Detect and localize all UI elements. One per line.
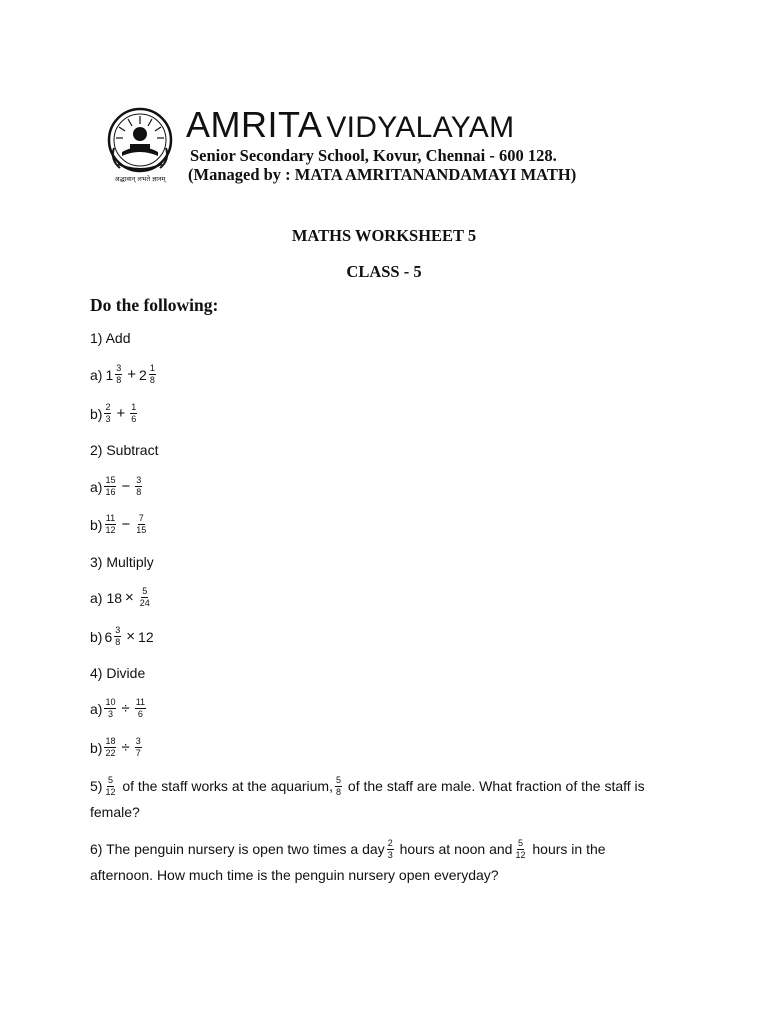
fraction: $\frac{5}{8}$ [336,774,342,797]
logo-motto: अद्धावान् लभते ज्ञानम् [114,175,166,183]
item-label: a) [90,366,103,383]
fraction: $\frac{11}{6}$ [135,697,146,719]
q6-text: hours in the afternoon. How much time is the penguin nursery open everyday? [90,841,606,883]
worksheet-title: MATHS WORKSHEET 5 [291,226,477,245]
whole-number: 18 [106,589,123,606]
class-label: CLASS - 5 [346,262,422,281]
q5-text: of the staff are male. What fraction of the staff is female? [90,778,645,820]
fraction: $\frac{5}{12}$ [105,774,116,797]
school-logo [100,104,180,186]
plus-operator: + [116,405,126,422]
whole-number: 12 [138,628,154,645]
q3b [90,626,154,647]
school-address: Senior Secondary School, Kovur, Chennai - 600 128. [190,146,557,165]
managed-by: (Managed by : MATA AMRITANANDAMAYI MATH) [188,165,577,184]
minus-operator: − [121,516,131,533]
fraction: $\frac{15}{16}$ [105,475,116,497]
q2a [90,476,144,497]
plus-operator: + [127,366,137,383]
fraction: $\frac{2}{3}$ [105,402,111,424]
item-label: b) [90,628,103,645]
item-label: a) [90,700,103,717]
fraction: $\frac{7}{15}$ [136,513,147,535]
q6-text: hours at noon and [399,841,513,857]
brand-amrita: AMRITA [186,104,323,145]
fraction: $\frac{3}{7}$ [135,736,141,758]
fraction: $\frac{3}{8}$ [136,475,142,497]
q1-heading: 1) Add [90,330,131,346]
q2-heading: 2) Subtract [90,442,159,458]
fraction: $\frac{5}{12}$ [515,837,526,860]
fraction: $\frac{11}{12}$ [105,513,116,535]
fraction: $\frac{3}{8}$ [115,625,121,647]
fraction: $\frac{3}{8}$ [116,363,122,385]
fraction: $\frac{1}{6}$ [131,402,137,424]
whole-number: 6 [104,628,113,645]
item-label: b) [90,739,103,756]
q6-text: 6) The penguin nursery is open two times a day [90,841,385,857]
times-operator: × [126,628,136,645]
q5-text: of the staff works at the aquarium, [122,778,333,794]
divide-operator: ÷ [121,700,130,717]
fraction: $\frac{2}{3}$ [387,837,393,860]
q5 [90,773,680,825]
item-label: a) [90,589,103,606]
whole-number: 1 [105,366,114,383]
q3-heading: 3) Multiply [90,554,154,570]
whole-number: 2 [139,366,147,383]
item-label: b) [90,516,103,533]
school-name [186,104,514,146]
item-label: b) [90,405,103,422]
q1a [90,364,158,385]
divide-operator: ÷ [121,739,130,756]
q2b [90,514,149,535]
q1b [90,403,139,424]
instruction: Do the following: [90,295,219,315]
fraction: $\frac{1}{8}$ [149,363,155,385]
fraction: $\frac{18}{22}$ [105,736,116,758]
fraction: $\frac{10}{3}$ [105,697,116,719]
item-label: a) [90,478,103,495]
q6 [90,836,630,888]
brand-vidyalayam: VIDYALAYAM [326,111,515,144]
fraction: $\frac{5}{24}$ [139,586,150,608]
q4b [90,737,144,758]
q4a [90,698,148,719]
q3a [90,587,153,608]
times-operator: × [125,589,134,606]
q4-heading: 4) Divide [90,665,146,681]
item-label: 5) [90,778,103,794]
minus-operator: − [121,478,131,495]
